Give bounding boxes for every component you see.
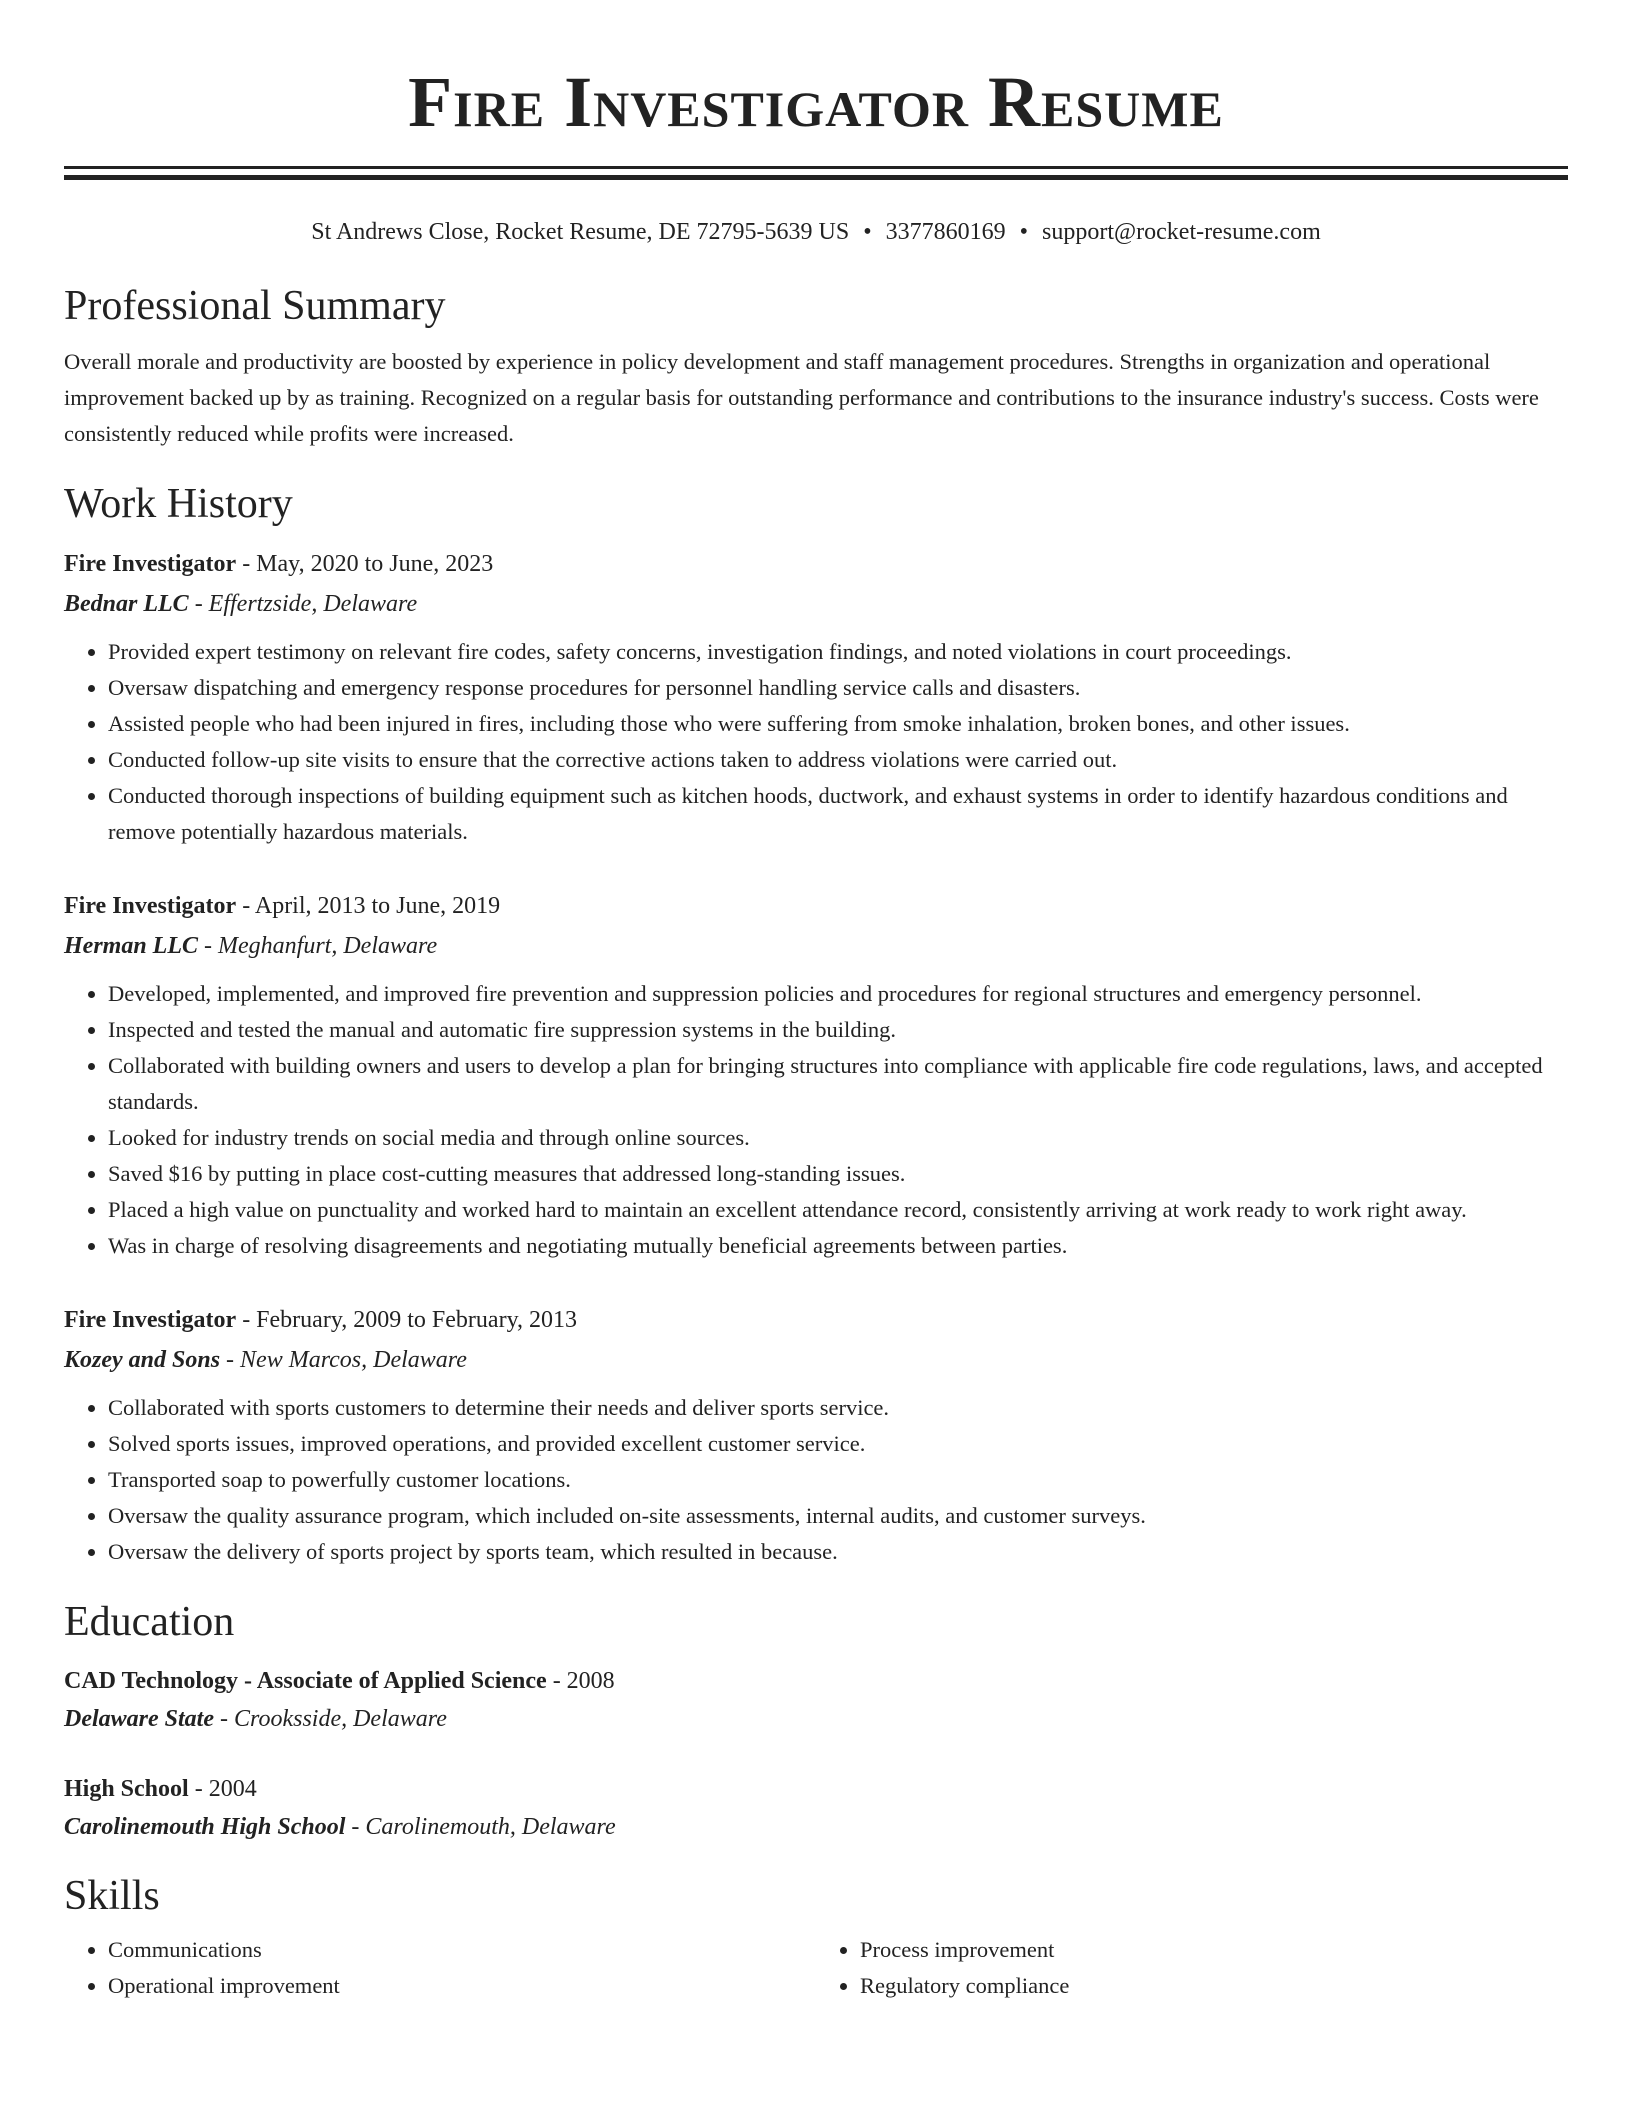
education-school: Delaware State [64, 1706, 214, 1732]
job-company: Herman LLC [64, 933, 199, 959]
job-role: Fire Investigator [64, 1307, 237, 1333]
skills-column-left [64, 1932, 816, 2004]
job-header [64, 544, 1568, 584]
education-degree: High School [64, 1776, 189, 1802]
job-company-line [64, 1340, 1568, 1380]
education-header [64, 1770, 1568, 1808]
education-school: Carolinemouth High School [64, 1814, 346, 1840]
job-header [64, 886, 1568, 926]
job-bullet: • Inspected and tested the manual and automatic fire suppression systems in the building. [108, 1012, 1568, 1048]
job-company: Bednar LLC [64, 591, 189, 617]
skill-item: • Communications [108, 1932, 816, 1968]
job-bullet-list [64, 634, 1568, 850]
contact-email: support@rocket-resume.com [1042, 219, 1321, 245]
job-bullet: • Saved $16 by putting in place cost-cutting measures that addressed long-standing issues. [108, 1156, 1568, 1192]
job-entry [64, 544, 1568, 850]
job-bullet: • Solved sports issues, improved operations, and provided excellent customer service. [108, 1426, 1568, 1462]
section-heading-education: Education [64, 1599, 235, 1645]
skill-item: • Process improvement [860, 1932, 1568, 1968]
job-bullet: • Placed a high value on punctuality and worked hard to maintain an excellent attendance record, consistently arriving at work ready to work right away. [108, 1192, 1568, 1228]
contact-separator: • [863, 219, 872, 245]
job-role: Fire Investigator [64, 893, 237, 919]
education-year: - 2004 [188, 1776, 257, 1802]
resume-title: Fire Investigator Resume [408, 62, 1224, 142]
job-bullet-list [64, 1390, 1568, 1570]
job-company-line [64, 926, 1568, 966]
contact-address: St Andrews Close, Rocket Resume, DE 72795-5639 US [311, 219, 850, 245]
job-bullet: • Provided expert testimony on relevant fire codes, safety concerns, investigation findings, and noted violations in court proceedings. [108, 634, 1568, 670]
education-year: - 2008 [546, 1668, 615, 1694]
job-dates: - May, 2020 to June, 2023 [236, 551, 494, 577]
job-entry [64, 886, 1568, 1264]
job-bullet: • Conducted thorough inspections of building equipment such as kitchen hoods, ductwork, and exhaust systems in order to identify hazardous conditions and remove potentially hazardous materials. [108, 778, 1568, 850]
job-company-line [64, 584, 1568, 624]
title-rule-thick [64, 175, 1568, 180]
job-bullet: • Was in charge of resolving disagreements and negotiating mutually beneficial agreements between parties. [108, 1228, 1568, 1264]
job-bullet: • Transported soap to powerfully customer locations. [108, 1462, 1568, 1498]
job-dates: - April, 2013 to June, 2019 [236, 893, 501, 919]
skill-item: • Regulatory compliance [860, 1968, 1568, 2004]
job-bullet: • Oversaw dispatching and emergency response procedures for personnel handling service calls and disasters. [108, 670, 1568, 706]
education-degree: CAD Technology - Associate of Applied Science [64, 1668, 547, 1694]
education-school-line [64, 1808, 1568, 1846]
job-header [64, 1300, 1568, 1340]
job-dates: - February, 2009 to February, 2013 [236, 1307, 578, 1333]
contact-separator: • [1019, 219, 1029, 245]
job-bullet: • Oversaw the quality assurance program, which included on-site assessments, internal audits, and customer surveys. [108, 1498, 1568, 1534]
job-bullet: • Oversaw the delivery of sports project by sports team, which resulted in because. [108, 1534, 1568, 1570]
skill-item: • Operational improvement [108, 1968, 816, 2004]
contact-line [64, 216, 1568, 248]
job-role: Fire Investigator [64, 551, 237, 577]
skills-list [64, 1932, 1568, 2004]
section-heading-work-history: Work History [64, 481, 293, 527]
job-location: - Meghanfurt, Delaware [198, 933, 438, 959]
education-entry [64, 1770, 1568, 1846]
section-heading-summary: Professional Summary [64, 283, 446, 329]
job-bullet: • Collaborated with building owners and users to develop a plan for bringing structures into compliance with applicable fire code regulations, laws, and accepted standards. [108, 1048, 1568, 1120]
education-location: - Crooksside, Delaware [214, 1706, 447, 1732]
contact-phone: 3377860169 [885, 219, 1006, 245]
job-bullet: • Looked for industry trends on social media and through online sources. [108, 1120, 1568, 1156]
job-entry [64, 1300, 1568, 1570]
education-location: - Carolinemouth, Delaware [345, 1814, 616, 1840]
skills-column-right [816, 1932, 1568, 2004]
job-company: Kozey and Sons [64, 1347, 221, 1373]
education-entry [64, 1662, 1568, 1738]
section-heading-skills: Skills [64, 1873, 160, 1919]
summary-text: Overall morale and productivity are boosted by experience in policy development and staff management procedures. Strengths in organization and operational improvement backed up by as training. Recognized on a regular basis for outstanding performance and contributions to the insurance industry's success. Costs were consistently reduced while profits were increased. [64, 349, 1539, 446]
job-bullet: • Collaborated with sports customers to determine their needs and deliver sports service. [108, 1390, 1568, 1426]
job-location: - New Marcos, Delaware [220, 1347, 467, 1373]
job-bullet-list [64, 976, 1568, 1264]
title-rule-thin [64, 166, 1568, 169]
job-location: - Effertzside, Delaware [188, 591, 418, 617]
education-school-line [64, 1700, 1568, 1738]
education-header [64, 1662, 1568, 1700]
job-bullet: • Conducted follow-up site visits to ensure that the corrective actions taken to address violations were carried out. [108, 742, 1568, 778]
job-bullet: • Developed, implemented, and improved fire prevention and suppression policies and procedures for regional structures and emergency personnel. [108, 976, 1568, 1012]
job-bullet: • Assisted people who had been injured in fires, including those who were suffering from smoke inhalation, broken bones, and other issues. [108, 706, 1568, 742]
